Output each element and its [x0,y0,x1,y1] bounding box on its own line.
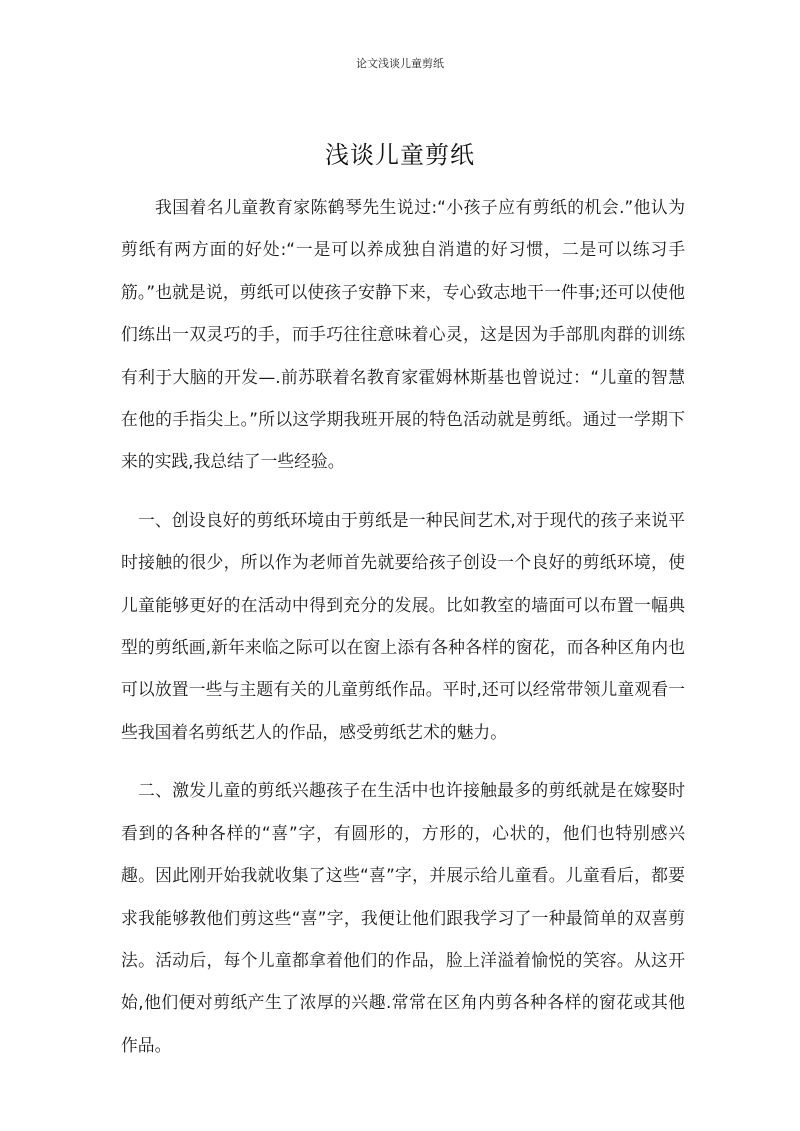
running-header: 论文浅谈儿童剪纸 [356,57,444,70]
paragraph-section-1: 一、创设良好的剪纸环境由于剪纸是一种民间艺术,对于现代的孩子来说平时接触的很少，所以作为老师首先就要给孩子创设一个良好的剪纸环境，使儿童能够更好的在活动中得到充分的发展。比如教室的墙面可以布置一幅典型的剪纸画,新年来临之际可以在窗上添有各种各样的窗花，而各种区角内也可以放置一些与主题有关的儿童剪纸作品。平时,还可以经常带领儿童观看一些我国着名剪纸艺人的作品，感受剪纸艺术的魅力。 [121,509,685,742]
paragraph-section-2: 二、激发儿童的剪纸兴趣孩子在生活中也许接触最多的剪纸就是在嫁娶时看到的各种各样的“喜”字，有圆形的，方形的，心状的，他们也特别感兴趣。因此刚开始我就收集了这些“喜”字，并展示给儿童看。儿童看后，都要求我能够教他们剪这些“喜”字，我便让他们跟我学习了一种最简单的双喜剪法。活动后，每个儿童都拿着他们的作品，脸上洋溢着愉悦的笑容。从这开始,他们便对剪纸产生了浓厚的兴趣.常常在区角内剪各种各样的窗花或其他作品。 [121,780,685,1055]
document-title: 浅谈儿童剪纸 [325,141,475,169]
paragraph-intro: 我国着名儿童教育家陈鹤琴先生说过:“小孩子应有剪纸的机会.”他认为剪纸有两方面的好处:“一是可以养成独自消遣的好习惯，二是可以练习手筋。”也就是说，剪纸可以使孩子安静下来，专心致志地干一件事;还可以使他们练出一双灵巧的手，而手巧往往意味着心灵，这是因为手部肌肉群的训练有利于大脑的开发—.前苏联着名教育家霍姆林斯基也曾说过：“儿童的智慧在他的手指尖上。”所以这学期我班开展的特色活动就是剪纸。通过一学期下来的实践,我总结了一些经验。 [121,197,685,472]
document-body [121,186,685,1082]
